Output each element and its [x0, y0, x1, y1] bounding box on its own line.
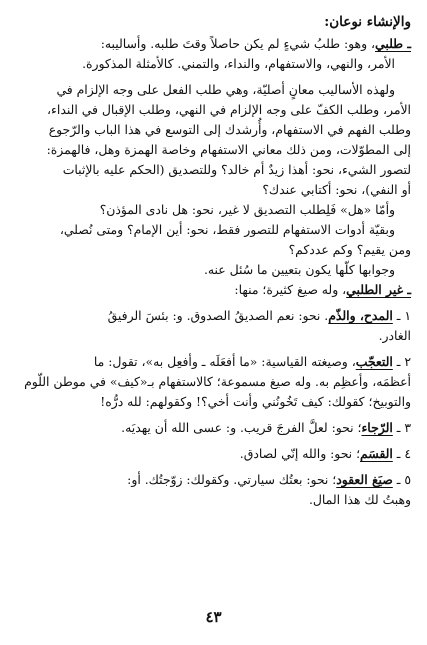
talabi-line-1: ـ طلبي، وهو: طلبُ شيءٍ لم يكن حاصلاً وقتَ طلبه. وأساليبه: [100, 36, 411, 51]
item-madh-dhamm: ١ ـ المدح، والذّم. نحو: نعم الصديقُ الصدوق. و: بئسَ الرفيقُ الغادر. [107, 308, 411, 343]
hal-paragraph: وأمّا «هل» فَلِطلب التصديق لا غير، نحو: هل نادى المؤذن؟ [99, 202, 395, 217]
ghayr-term: ـ غير الطلبي [346, 282, 411, 297]
talabi-paragraph [14, 34, 411, 74]
talabi-term: ـ طلبي [375, 36, 411, 51]
item-taajjub: ٢ ـ التعجّب، وصيغته القياسية: «ما أفعَلَه ـ وأفعِل به»، تقول: ما أعظمَه، وأعظِم به. وله صيغ مسموعة؛ كالاستفهام بـ«كيف» في موطن اللّوم والتوبيخ؛ كقولك: كيف تَخُونُني وأنت أخي؟! وكقولهم: لله درُّه! [24, 354, 411, 409]
item-rajaa: ٣ ـ الرّجاء؛ نحو: لعلَّ الفرجَ قريب. و: عسى الله أن يهديَه. [121, 420, 411, 435]
explanation-line-2: الأمر، وطلب الكفّ على وجه الإلزام في النهي، وطلب الإقبال في النداء، [47, 102, 411, 117]
item-1-line-2: الغادر. [378, 328, 411, 343]
item-3-term: الرّجاء [361, 420, 393, 435]
explanation-line-6: أو النفي)، نحو: أكتابي عندك؟ [262, 182, 411, 197]
rest-tools-line-2: ومن يقيم؟ وكم عددكم؟ [288, 242, 411, 257]
talabi-line-2: الأمر، والنهي، والاستفهام، والنداء، والتمني. كالأمثلة المذكورة. [82, 56, 395, 71]
item-4-number: ٤ ـ [396, 446, 411, 461]
page-number: ٤٣ [205, 608, 222, 626]
item-3-number: ٣ ـ [396, 420, 411, 435]
item-5-number: ٥ ـ [396, 472, 411, 487]
ghayr-paragraph: ـ غير الطلبي، وله صيغ كثيرة؛ منها: [234, 282, 411, 297]
rest-tools-line-1: وبقيّة أدوات الاستفهام للتصور فقط، نحو: أين الإمام؟ ومتى نُصلي، [59, 222, 395, 237]
item-qasam: ٤ ـ القسَم؛ نحو: والله إنّي لصادق. [239, 446, 411, 461]
item-2-term: التعجّب [355, 354, 393, 369]
explanation-line-1: ولهذه الأساليب معانٍ أصليّة، وهي طلب الفعل على وجه الإلزام في [56, 82, 395, 97]
explanation-paragraph [14, 80, 411, 200]
item-4-term: القسَم [360, 446, 393, 461]
rest-tools-paragraph [14, 220, 411, 260]
explanation-line-5: لتصور الشيء، نحو: أهذا زيدٌ أم خالد؟ وللتصديق (الحكم عليه بالإثبات [62, 162, 411, 177]
item-5-term: صيَغ العقود [336, 472, 393, 487]
item-1-number: ١ ـ [396, 308, 411, 323]
answer-paragraph: وجوابها كلّها يكون بتعيين ما سُئل عنه. [203, 262, 395, 277]
item-5-line-2: وهبتُ لك هذا المال. [308, 492, 411, 507]
explanation-line-4: إلى المطوّلات، ومن ذلك معاني الاستفهام وخاصة الهمزة وهل، فالهمزة: [46, 142, 411, 157]
item-uqud: ٥ ـ صيَغ العقود؛ نحو: بعتُك سيارتي. وكقولك: زوّجتُك. أو: وهبتُ لك هذا المال. [127, 472, 411, 507]
explanation-line-3: وطلب الفهم في الاستفهام، وأُرشدك إلى التوسع في هذا الباب والرّجوع [48, 122, 411, 137]
item-2-number: ٢ ـ [396, 354, 411, 369]
item-1-term: المدح، والذّم [328, 308, 393, 323]
item-2-line-2: أعظمَه، وأعظِم به. وله صيغ مسموعة؛ كالاستفهام بـ«كيف» في موطن اللّوم [24, 374, 411, 389]
item-2-line-3: والتوبيخ؛ كقولك: كيف تَخُونُني وأنت أخي؟! وكقولهم: لله درُّه! [100, 394, 411, 409]
section-heading: والإنشاء نوعان: [324, 14, 411, 30]
